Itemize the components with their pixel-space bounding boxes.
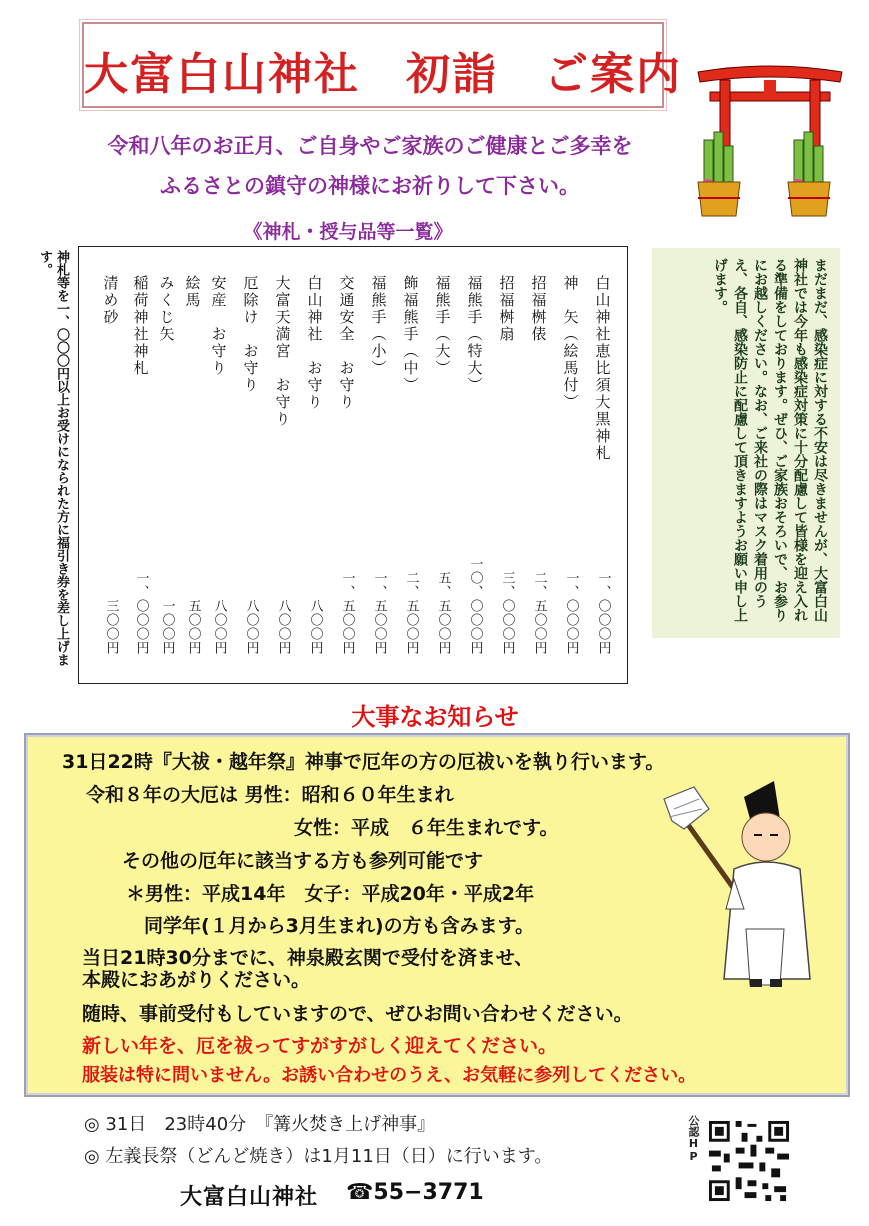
list-item: 絵馬 五〇〇円 <box>183 275 202 655</box>
notice-line: 当日21時30分までに、神泉殿玄関で受付を済ませ、 <box>82 947 534 969</box>
list-heading: 《神札・授与品等一覧》 <box>243 221 453 243</box>
notice-line: 31日22時『大祓・越年祭』神事で厄年の方の厄祓いを執り行います。 <box>62 751 665 773</box>
list-item: 飾福熊手（中） 二、五〇〇円 <box>401 275 420 655</box>
list-item: 安産 お守り 八〇〇円 <box>209 275 228 655</box>
raffle-note: 神札等を一、〇〇〇円以上お受けになられた方に福引き券を差し上げます。 <box>37 250 69 666</box>
list-item: みくじ矢 一〇〇円 <box>157 275 176 655</box>
torii-kadomatsu-illustration <box>690 58 850 228</box>
shrine-name: 大富白山神社 <box>180 1185 319 1210</box>
list-item: 福熊手（特大） 一〇、〇〇〇円 <box>465 275 484 655</box>
footer-event-sagicho: ◎ 左義長祭（どんど焼き）は1月11日（日）に行います。 <box>84 1146 553 1167</box>
infection-control-text: まだまだ、感染症に対する不安は尽きませんが、大富白山神社では今年も感染症対策に十分配慮して皆様を迎え入れる準備をしております。ぜひ、ご家族おそろいで、お参りにお越しください。なお、ご来社の際はマスク着用のうえ、各自、感染防止に配慮して頂きますようお願い申し上げます。 <box>712 258 828 622</box>
notice-line: ＊男性：平成14年 女子：平成20年・平成2年 <box>126 883 535 905</box>
list-item: 大富天満宮 お守り 八〇〇円 <box>273 275 292 655</box>
notice-line-red: 新しい年を、厄を祓ってすがすがしく迎えてください。 <box>82 1035 558 1057</box>
infection-control-note <box>652 248 840 638</box>
list-item: 稲荷神社神札 一、〇〇〇円 <box>131 275 150 655</box>
list-item: 招福桝俵 二、五〇〇円 <box>529 275 548 655</box>
list-item: 清め砂 三〇〇円 <box>101 275 120 655</box>
haraegushi-icon <box>664 787 734 889</box>
qr-code-icon[interactable] <box>706 1118 792 1204</box>
list-item: 白山神社 お守り 八〇〇円 <box>305 275 324 655</box>
list-item: 交通安全 お守り 一、五〇〇円 <box>337 275 356 655</box>
kadomatsu-left <box>698 132 740 216</box>
notice-line-red: 服装は特に問いません。お誘い合わせのうえ、お気軽に参列してください。 <box>82 1065 697 1086</box>
notice-line: 令和８年の大厄は 男性：昭和６０年生まれ <box>86 784 454 806</box>
notice-box <box>24 733 850 1097</box>
notice-line: 随時、事前受付もしていますので、ぜひお問い合わせください。 <box>82 1003 633 1025</box>
list-item: 福熊手（小） 一、五〇〇円 <box>369 275 388 655</box>
offerings-table <box>78 246 628 684</box>
notice-heading: 大事なお知らせ <box>351 703 519 731</box>
lead-line-1: 令和八年のお正月、ご自身やご家族のご健康とご多幸を <box>107 134 633 158</box>
footer-event-bonfire: ◎ 31日 23時40分 『篝火焚き上げ神事』 <box>84 1114 436 1135</box>
title-banner <box>82 22 682 108</box>
notice-line: その他の厄年に該当する方も参列可能です <box>122 850 484 872</box>
page-title: 大富白山神社 初詣 ご案内 <box>84 49 682 100</box>
notice-line: 同学年(１月から3月生まれ)の方も含みます。 <box>144 915 535 937</box>
notice-line: 本殿におあがりください。 <box>82 969 311 991</box>
list-item: 神 矢（絵馬付） 一、〇〇〇円 <box>561 275 580 655</box>
kadomatsu-right <box>788 132 830 216</box>
priest-illustration <box>654 779 824 994</box>
lead-line-2: ふるさとの鎮守の神様にお祈りして下さい。 <box>160 174 580 198</box>
list-item: 厄除け お守り 八〇〇円 <box>241 275 260 655</box>
qr-label: 公認HP <box>687 1115 700 1163</box>
notice-line: 女性：平成 ６年生まれです。 <box>294 817 559 839</box>
phone-number: ☎55−3771 <box>346 1180 484 1205</box>
list-item: 福熊手（大） 五、五〇〇円 <box>433 275 452 655</box>
list-item: 招福桝扇 三、〇〇〇円 <box>497 275 516 655</box>
list-item: 白山神社恵比須大黒神札 一、〇〇〇円 <box>593 275 612 655</box>
